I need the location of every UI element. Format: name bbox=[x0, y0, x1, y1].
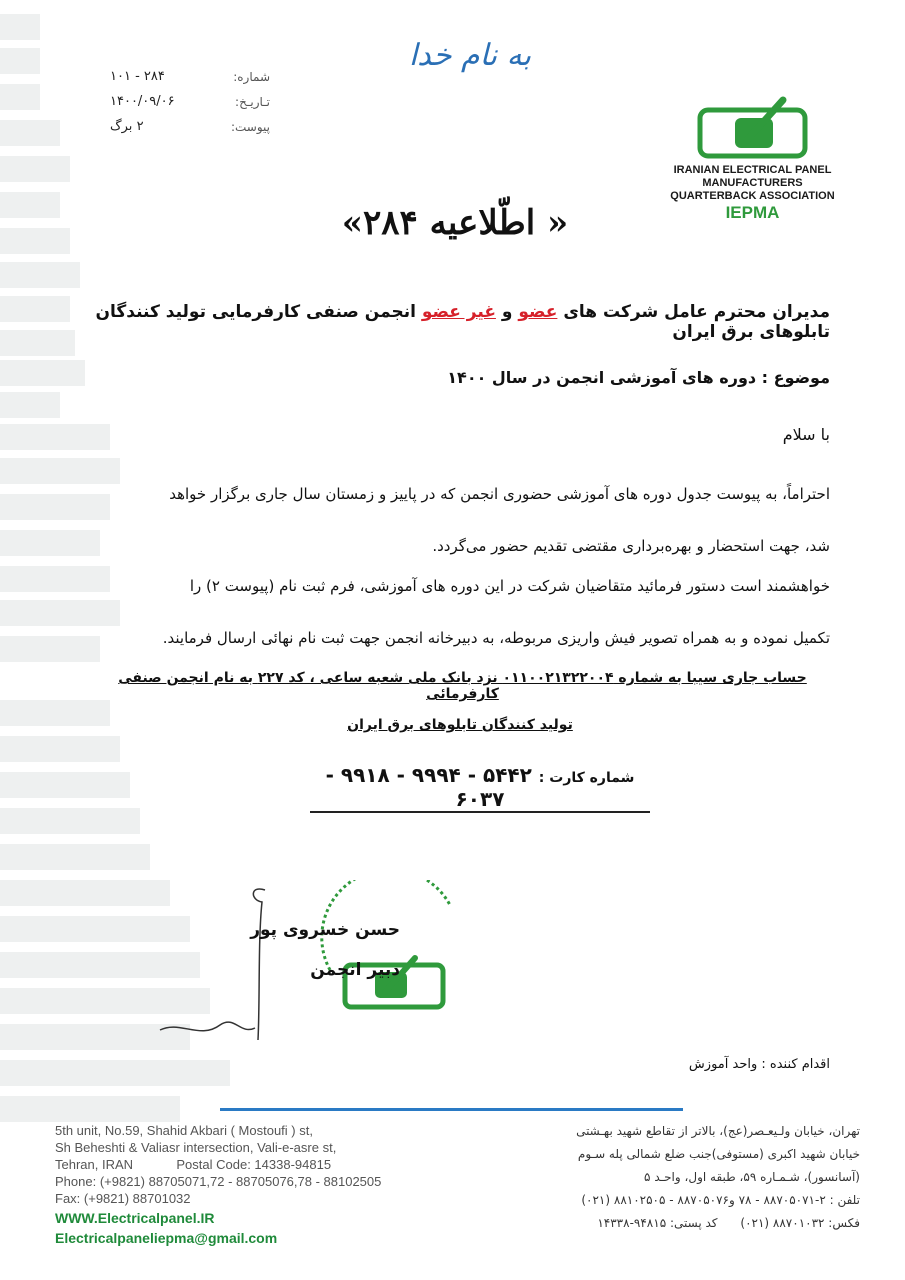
meta-row bbox=[110, 89, 270, 114]
page-title: « اطّلاعیه ۲۸۴» bbox=[341, 203, 569, 243]
letter-meta bbox=[110, 64, 270, 139]
body-line: احتراماً، به پیوست جدول دوره های آموزشی حضوری انجمن که در پاییز و زمستان سال جاری برگزار خواهد bbox=[169, 485, 830, 503]
addressee-line bbox=[70, 302, 830, 342]
logo-english-line: IRANIAN ELECTRICAL PANEL bbox=[673, 164, 832, 176]
footer-address-en bbox=[55, 1122, 455, 1207]
logo-english-line: MANUFACTURERS bbox=[702, 177, 803, 189]
footer-line: 5th unit, No.59, Shahid Akbari ( Mostoufi ) st, bbox=[55, 1123, 313, 1138]
footer-line: Fax: (+9821) 88701032 bbox=[55, 1191, 191, 1206]
addressee-part: انجمن صنفی کارفرمایی تولید کنندگان تابلوهای برق ایران bbox=[95, 302, 830, 342]
addressee-part: مدیران محترم عامل شرکت های bbox=[563, 302, 830, 322]
signatory-name: حسن خسروی پور bbox=[250, 920, 400, 940]
logo-emblem-icon bbox=[655, 40, 850, 160]
meta-value: ۱۴۰۰/۰۹/۰۶ bbox=[110, 94, 175, 109]
card-label: شماره کارت : bbox=[538, 770, 635, 786]
footer-line: (آسانسور)، شـمـاره ۵۹، طبقه اول، واحـد ۵ bbox=[644, 1170, 860, 1184]
card-number-line bbox=[310, 763, 650, 813]
footer-line: Phone: (+9821) 88705071,72 - 88705076,78 - 88102505 bbox=[55, 1174, 382, 1189]
logo-abbreviation: IEPMA bbox=[725, 203, 780, 222]
svg-text:انجمن صنفی کارفرمایی تولیدکنند bbox=[655, 40, 661, 43]
footer-address-fa bbox=[510, 1120, 860, 1235]
meta-value: ۲ برگ bbox=[110, 119, 144, 134]
footer-line: تهران، خیابان ولـیعـصر(عج)، بالاتر از تقاطع شهید بهـشتی bbox=[576, 1124, 860, 1138]
meta-value: ۲۸۴ - ۱۰۱ bbox=[110, 69, 165, 84]
footer-line: تلفن : ۲-۸۸۷۰۵۰۷۱ - ۷۸ و۸۸۷۰۵۰۷۶ - ۸۸۱۰۲۵۰۵ (۰۲۱) bbox=[581, 1193, 860, 1207]
footer-divider bbox=[220, 1108, 683, 1111]
bank-account-line: حساب جاری سیبا به شماره ۰۱۱۰۰۲۱۳۲۲۰۰۴ نزد بانک ملی شعبه ساعی ، کد ۲۲۷ به نام انجمن صنفی کارفرمائی bbox=[118, 670, 807, 702]
body-line: تکمیل نموده و به همراه تصویر فیش واریزی مربوطه، به دبیرخانه انجمن جهت ثبت نام نهائی ارسال فرمایند. bbox=[162, 629, 830, 647]
meta-row bbox=[110, 114, 270, 139]
non-member-highlight: غیر عضو bbox=[421, 302, 496, 322]
logo-english-line: QUARTERBACK ASSOCIATION bbox=[670, 190, 835, 202]
body-line: شد، جهت استحضار و بهره‌برداری مقتضی تقدیم حضور می‌گردد. bbox=[432, 537, 830, 555]
meta-label: شماره: bbox=[233, 69, 270, 84]
meta-row bbox=[110, 64, 270, 89]
member-highlight: عضو bbox=[518, 302, 558, 322]
subject-line: موضوع : دوره های آموزشی انجمن در سال ۱۴۰۰ bbox=[447, 368, 830, 387]
footer-line: فکس: ۸۸۷۰۱۰۳۲ (۰۲۱) کد پستی: ۹۴۸۱۵-۱۴۳۳۸ bbox=[597, 1216, 860, 1230]
footer-web-contacts bbox=[55, 1208, 355, 1248]
logo-arc-text bbox=[655, 40, 661, 43]
footer-line: خیابان شهید اکبری (مستوفی)جنب ضلع شمالی پله سـوم bbox=[577, 1147, 860, 1161]
card-number: ۵۴۴۲ - ۹۹۹۴ - ۹۹۱۸ - ۶۰۳۷ bbox=[325, 763, 532, 811]
addressee-and: و bbox=[501, 302, 513, 322]
footer-line: Tehran, IRAN Postal Code: 14338-94815 bbox=[55, 1157, 332, 1172]
greeting: با سلام bbox=[782, 425, 830, 444]
body-paragraph bbox=[70, 560, 830, 664]
bismillah-heading: به نام خدا bbox=[408, 38, 532, 73]
action-by: اقدام کننده : واحد آموزش bbox=[688, 1057, 830, 1072]
body-line: خواهشمند است دستور فرمائید متقاضیان شرکت در این دوره های آموزشی، فرم ثبت نام (پیوست ۲) را bbox=[189, 577, 830, 595]
signatory-title: دبیر انجمن bbox=[310, 960, 400, 980]
logo-english-name bbox=[655, 164, 850, 203]
meta-label: پیوست: bbox=[230, 119, 270, 134]
body-paragraph bbox=[70, 468, 830, 572]
meta-label: تـاریـخ: bbox=[235, 94, 270, 109]
email-link[interactable]: Electricalpaneliepma@gmail.com bbox=[55, 1230, 278, 1246]
association-logo bbox=[655, 40, 850, 220]
website-link[interactable]: WWW.Electricalpanel.IR bbox=[55, 1210, 215, 1226]
bank-account-holder: تولید کنندگان تابلوهای برق ایران bbox=[347, 717, 573, 733]
footer-line: Sh Beheshti & Valiasr intersection, Vali-e-asre st, bbox=[55, 1140, 337, 1155]
